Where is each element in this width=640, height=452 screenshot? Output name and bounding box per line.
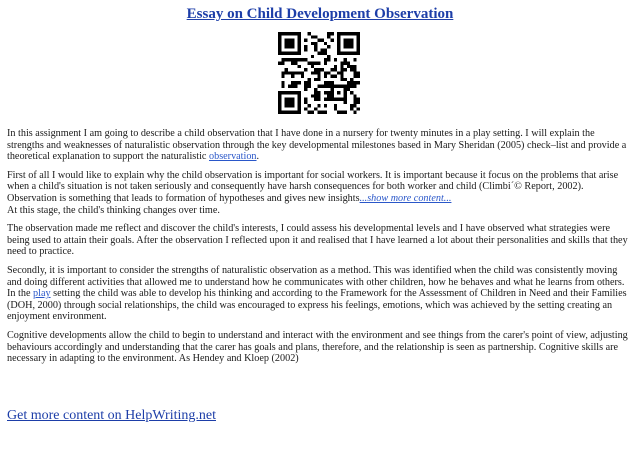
qr-code-graphic: [278, 32, 360, 114]
play-link[interactable]: play: [33, 288, 51, 300]
paragraph-5: [7, 330, 633, 365]
qr-code-icon: [278, 32, 360, 114]
show-more-link[interactable]: ...show more content...: [359, 192, 452, 204]
paragraph-4-end: setting the child was able to develop his thinking and according to the Framework for the Assessment of Children in Need and their Families (DOH, 2000) through social relationships, the child was encouraged to express his feelings, emotions, which was achieved by the setting creating an enjoyment environment.: [7, 288, 627, 323]
paragraph-1-text: In this assignment I am going to describe a child observation that I have done in a nursery for twenty minutes in a play setting. I will explain the strengths and weaknesses of naturalistic observation through the key developmental milestones based in Mary Sheridan (2005) check–list and provide a theoretical explanation to support the naturalistic: [7, 128, 627, 163]
paragraph-3-text: The observation made me reflect and discover the child's interests, I could assess his developmental levels and I have observed what strategies were being used to attain their goals. After the observation I reflected upon it and realised that I have learned a lot about their personalities and skills that they need to practice.: [7, 223, 628, 258]
paragraph-4: [7, 265, 633, 323]
paragraph-2: [7, 170, 633, 216]
paragraph-2-text: First of all I would like to explain why the child observation is important for social workers. It is important because it focus on the problems that arise when a child's situation is not taken seriously and consequently have harsh consequences for both worker and child (Climbi‭´© Report, 2002). Observation is something that leads to formation of hypotheses and gives new insights: [7, 169, 619, 204]
paragraph-4-text: Secondly, it is important to consider the strengths of naturalistic observation as a method. This was identified when the child was consistently moving and doing different activities that allowed me to understand how he communicates with other children, how he behaves and what he learns from others. In the: [7, 264, 625, 300]
page-title[interactable]: Essay on Child Development Observation: [186, 6, 454, 22]
helpwriting-link[interactable]: Get more content on HelpWriting.net: [7, 408, 216, 423]
paragraph-1-end: .: [256, 151, 260, 163]
paragraph-1: [7, 128, 633, 163]
paragraph-3: [7, 223, 633, 258]
paragraph-2-continuation: At this stage, the child's thinking changes over time.: [7, 204, 220, 216]
essay-body: [7, 128, 633, 372]
observation-link[interactable]: observation: [209, 151, 257, 163]
paragraph-5-text: Cognitive developments allow the child to begin to understand and interact with the environment and see things from the carer's point of view, adjusting behaviours accordingly and understanding that the carer has goals and plans, therefore, and the relationship is seen as partnership. Cognitive skills are necessary in adapting to the environment. As Hendey and Kloep (2002): [7, 329, 628, 365]
